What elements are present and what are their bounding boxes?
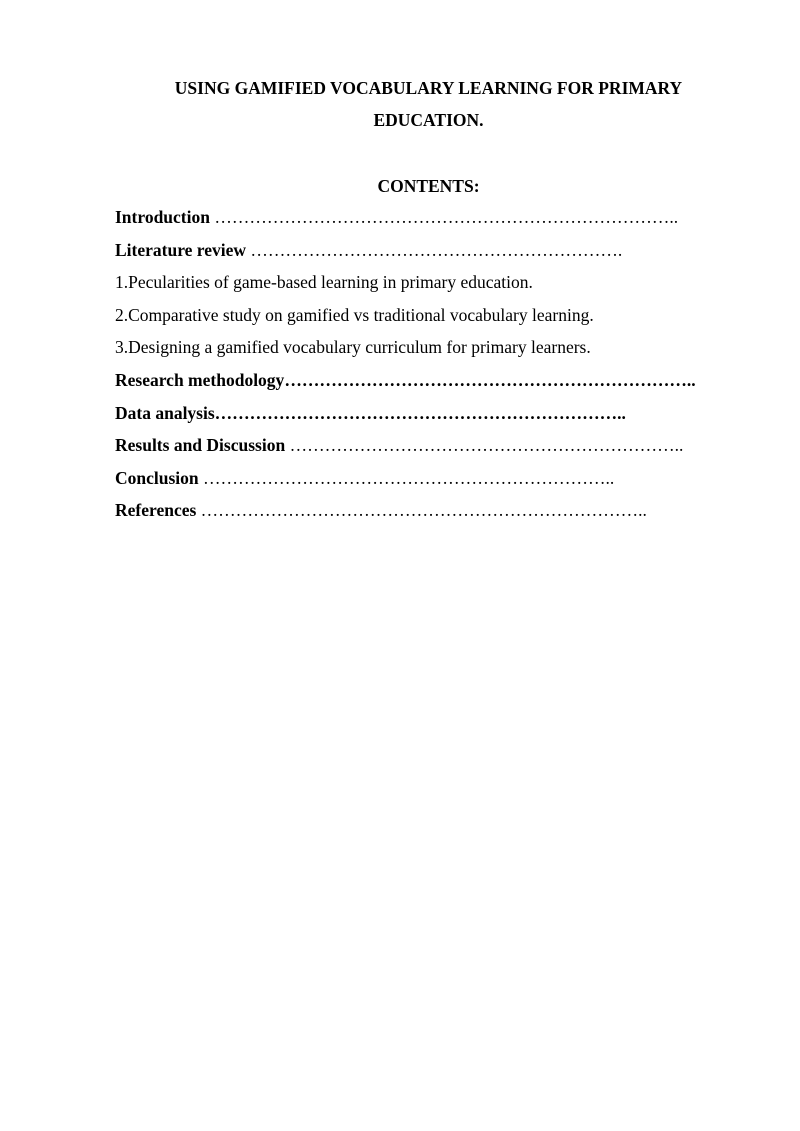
toc-entry-leader: …………………………………………………………….. bbox=[284, 369, 696, 390]
table-of-contents bbox=[115, 206, 765, 532]
toc-entry-label: Results and Discussion bbox=[115, 435, 286, 456]
document-title-line-2: EDUCATION. bbox=[373, 110, 484, 130]
toc-entry-leader: …………………………………………………………….. bbox=[214, 402, 626, 423]
toc-entry-leader: ………………………………………………………………….. bbox=[196, 500, 647, 521]
toc-entry-conclusion bbox=[115, 467, 765, 500]
toc-entry-label: 3.Designing a gamified vocabulary curriculum for primary learners. bbox=[115, 337, 591, 358]
toc-entry-label: 1.Pecularities of game-based learning in primary education. bbox=[115, 272, 533, 293]
toc-entry-results-and-discussion bbox=[115, 434, 765, 467]
toc-entry-leader: …………………………………………………………………….. bbox=[209, 207, 679, 227]
toc-entry-label: Literature review bbox=[115, 239, 247, 260]
toc-entry-leader: ………………………………………………………….. bbox=[285, 435, 684, 456]
document-title-line-1: USING GAMIFIED VOCABULARY LEARNING FOR PRIMARY bbox=[174, 78, 683, 98]
toc-entry-literature-review bbox=[115, 239, 765, 272]
toc-entry-label: Data analysis bbox=[115, 402, 215, 423]
toc-entry-subsection-2 bbox=[115, 304, 765, 337]
toc-entry-introduction bbox=[115, 206, 765, 239]
toc-entry-subsection-1 bbox=[115, 271, 765, 304]
toc-entry-research-methodology bbox=[115, 369, 765, 402]
toc-entry-leader: …………………………………………………………….. bbox=[198, 467, 615, 488]
toc-entry-label: 2.Comparative study on gamified vs traditional vocabulary learning. bbox=[115, 304, 594, 325]
toc-entry-label: Introduction bbox=[115, 207, 210, 227]
toc-entry-label: References bbox=[115, 500, 197, 521]
toc-entry-label: Research methodology bbox=[115, 369, 285, 390]
toc-entry-subsection-3 bbox=[115, 336, 765, 369]
toc-entry-leader: ………………………………………………………. bbox=[246, 239, 623, 260]
toc-entry-data-analysis bbox=[115, 402, 765, 435]
toc-entry-label: Conclusion bbox=[115, 467, 199, 488]
contents-heading: CONTENTS: bbox=[377, 176, 480, 196]
toc-entry-references bbox=[115, 499, 765, 532]
